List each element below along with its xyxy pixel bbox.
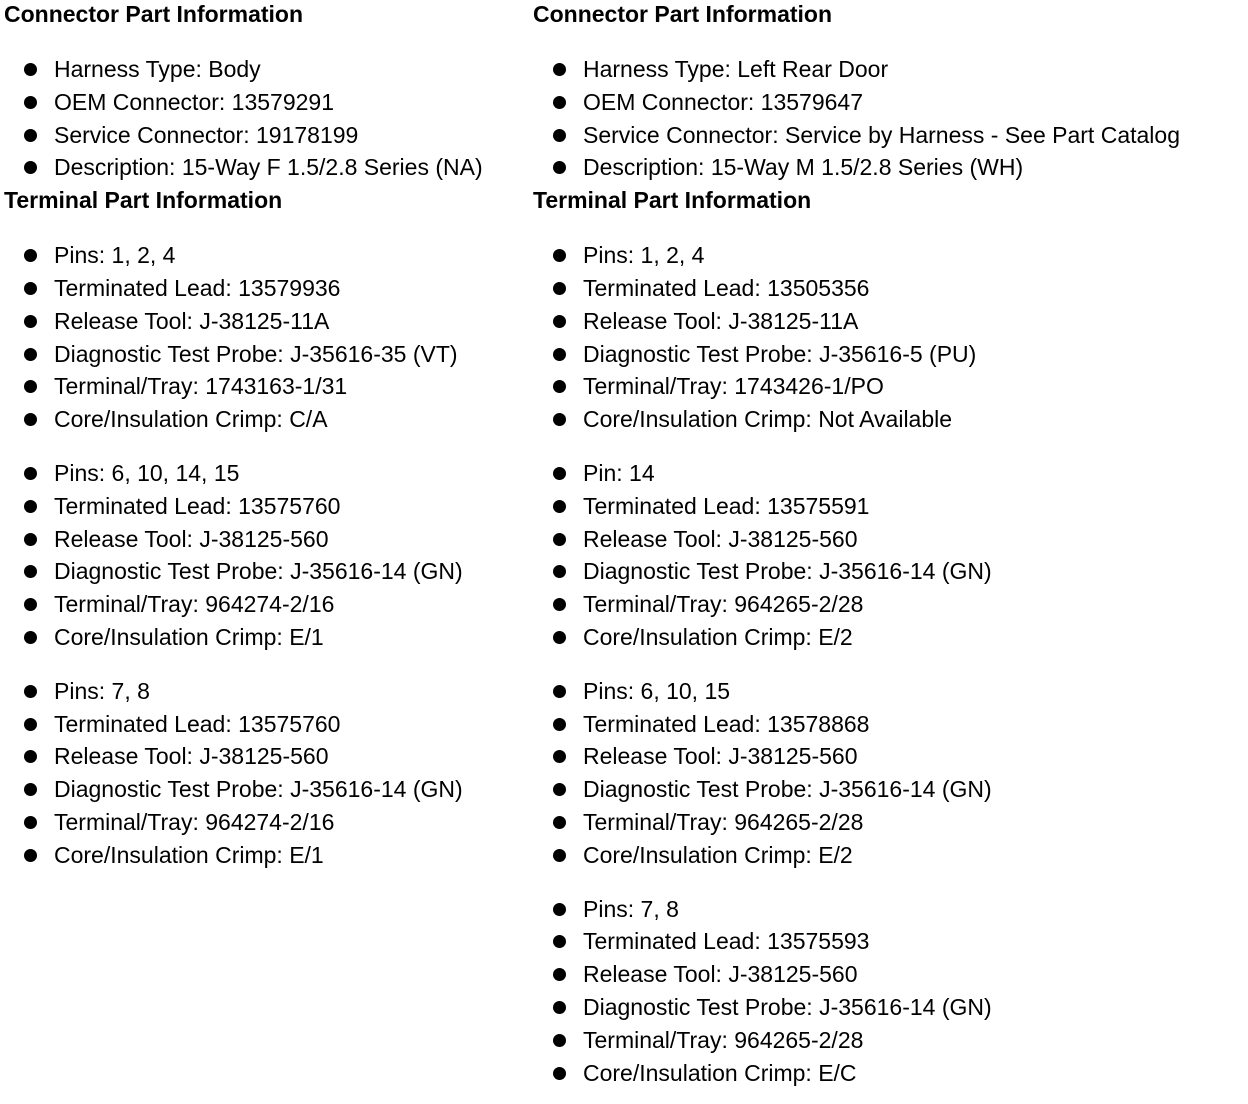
bullet-icon xyxy=(24,816,37,829)
list-item xyxy=(533,305,1245,338)
connector-heading: Connector Part Information xyxy=(533,1,833,27)
bullet-icon xyxy=(553,1001,566,1014)
item-text: Release Tool: J-38125-560 xyxy=(54,525,329,552)
terminal-group xyxy=(4,239,528,436)
item-text: Core/Insulation Crimp: E/C xyxy=(583,1059,857,1086)
item-text: Terminated Lead: 13575760 xyxy=(54,492,341,519)
item-text: Terminal/Tray: 964265-2/28 xyxy=(583,1026,864,1053)
item-text: Terminated Lead: 13579936 xyxy=(54,274,341,301)
item-text: Pins: 6, 10, 15 xyxy=(583,677,731,704)
list-item xyxy=(4,708,528,741)
bullet-icon xyxy=(553,413,566,426)
list-item xyxy=(4,151,528,184)
list-item xyxy=(533,338,1245,371)
list-item xyxy=(533,621,1245,654)
left-column xyxy=(4,0,528,872)
list-item xyxy=(533,151,1245,184)
list-item xyxy=(533,1057,1245,1090)
item-text: Diagnostic Test Probe: J-35616-14 (GN) xyxy=(583,558,992,585)
list-item xyxy=(4,305,528,338)
bullet-icon xyxy=(24,565,37,578)
item-text: Core/Insulation Crimp: C/A xyxy=(54,406,328,433)
bullet-icon xyxy=(553,1034,566,1047)
list-item xyxy=(4,490,528,523)
item-text: Service Connector: Service by Harness - See Part Catalog xyxy=(583,121,1180,148)
terminal-heading: Terminal Part Information xyxy=(533,187,812,214)
connector-info-list xyxy=(533,53,1245,184)
item-text: OEM Connector: 13579647 xyxy=(583,88,864,115)
bullet-icon xyxy=(24,598,37,611)
bullet-icon xyxy=(24,718,37,731)
bullet-icon xyxy=(553,685,566,698)
item-text: Terminal/Tray: 1743163-1/31 xyxy=(54,373,348,400)
list-item xyxy=(533,490,1245,523)
item-text: Release Tool: J-38125-560 xyxy=(583,961,858,988)
bullet-icon xyxy=(553,63,566,76)
item-text: Release Tool: J-38125-11A xyxy=(54,307,330,334)
list-item xyxy=(533,708,1245,741)
terminal-group xyxy=(533,457,1245,654)
bullet-icon xyxy=(553,282,566,295)
bullet-icon xyxy=(553,249,566,262)
item-text: Description: 15-Way F 1.5/2.8 Series (NA) xyxy=(54,154,483,181)
list-item xyxy=(533,555,1245,588)
list-item xyxy=(4,806,528,839)
item-text: Terminal/Tray: 964274-2/16 xyxy=(54,808,335,835)
item-text: Pins: 1, 2, 4 xyxy=(583,242,705,269)
list-item xyxy=(4,272,528,305)
terminal-group xyxy=(4,675,528,872)
list-item xyxy=(533,588,1245,621)
list-item xyxy=(4,588,528,621)
item-text: Core/Insulation Crimp: E/1 xyxy=(54,841,324,868)
item-text: Release Tool: J-38125-560 xyxy=(583,743,858,770)
list-item xyxy=(533,806,1245,839)
bullet-icon xyxy=(24,533,37,546)
bullet-icon xyxy=(553,750,566,763)
bullet-icon xyxy=(24,413,37,426)
bullet-icon xyxy=(553,935,566,948)
list-item xyxy=(4,370,528,403)
bullet-icon xyxy=(553,903,566,916)
item-text: Terminated Lead: 13578868 xyxy=(583,710,870,737)
item-text: Diagnostic Test Probe: J-35616-14 (GN) xyxy=(54,776,463,803)
list-item xyxy=(533,991,1245,1024)
bullet-icon xyxy=(24,96,37,109)
terminal-heading: Terminal Part Information xyxy=(4,187,283,214)
item-text: Terminal/Tray: 964274-2/16 xyxy=(54,591,335,618)
item-text: Release Tool: J-38125-11A xyxy=(583,307,859,334)
list-item xyxy=(533,893,1245,926)
bullet-icon xyxy=(24,500,37,513)
item-text: Pins: 7, 8 xyxy=(583,895,679,922)
list-item xyxy=(533,272,1245,305)
list-item xyxy=(533,86,1245,119)
item-text: Pins: 7, 8 xyxy=(54,677,150,704)
list-item xyxy=(4,53,528,86)
bullet-icon xyxy=(553,849,566,862)
connector-info-list xyxy=(4,53,528,184)
bullet-icon xyxy=(553,161,566,174)
item-text: Diagnostic Test Probe: J-35616-35 (VT) xyxy=(54,340,458,367)
item-text: Pins: 6, 10, 14, 15 xyxy=(54,459,240,486)
right-column xyxy=(533,0,1245,1089)
list-item xyxy=(4,119,528,152)
list-item xyxy=(533,403,1245,436)
item-text: Terminated Lead: 13505356 xyxy=(583,274,870,301)
item-text: Core/Insulation Crimp: E/1 xyxy=(54,623,324,650)
list-item xyxy=(533,675,1245,708)
bullet-icon xyxy=(553,129,566,142)
bullet-icon xyxy=(24,849,37,862)
bullet-icon xyxy=(553,783,566,796)
bullet-icon xyxy=(553,718,566,731)
bullet-icon xyxy=(553,1067,566,1080)
bullet-icon xyxy=(553,565,566,578)
bullet-icon xyxy=(24,685,37,698)
list-item xyxy=(4,239,528,272)
bullet-icon xyxy=(24,161,37,174)
terminal-group xyxy=(4,457,528,654)
connector-heading: Connector Part Information xyxy=(4,1,304,27)
list-item xyxy=(4,773,528,806)
bullet-icon xyxy=(24,249,37,262)
item-text: Harness Type: Body xyxy=(54,56,261,82)
list-item xyxy=(533,1024,1245,1057)
item-text: Diagnostic Test Probe: J-35616-14 (GN) xyxy=(583,993,992,1020)
item-text: Diagnostic Test Probe: J-35616-14 (GN) xyxy=(583,776,992,803)
list-item xyxy=(533,958,1245,991)
bullet-icon xyxy=(553,816,566,829)
item-text: Harness Type: Left Rear Door xyxy=(583,56,889,82)
bullet-icon xyxy=(553,533,566,546)
list-item xyxy=(533,839,1245,872)
list-item xyxy=(4,523,528,556)
list-item xyxy=(533,925,1245,958)
item-text: Core/Insulation Crimp: Not Available xyxy=(583,406,953,433)
terminal-group xyxy=(533,675,1245,872)
bullet-icon xyxy=(24,282,37,295)
item-text: Terminal/Tray: 964265-2/28 xyxy=(583,808,864,835)
terminal-group xyxy=(533,893,1245,1090)
bullet-icon xyxy=(553,598,566,611)
item-text: Terminated Lead: 13575593 xyxy=(583,928,870,955)
bullet-icon xyxy=(24,631,37,644)
bullet-icon xyxy=(24,129,37,142)
list-item xyxy=(4,338,528,371)
item-text: Description: 15-Way M 1.5/2.8 Series (WH) xyxy=(583,154,1024,181)
item-text: Terminal/Tray: 964265-2/28 xyxy=(583,591,864,618)
bullet-icon xyxy=(24,348,37,361)
list-item xyxy=(533,740,1245,773)
item-text: Terminated Lead: 13575591 xyxy=(583,492,870,519)
bullet-icon xyxy=(24,750,37,763)
bullet-icon xyxy=(24,315,37,328)
list-item xyxy=(533,457,1245,490)
bullet-icon xyxy=(553,380,566,393)
list-item xyxy=(533,773,1245,806)
list-item xyxy=(4,839,528,872)
item-text: Diagnostic Test Probe: J-35616-5 (PU) xyxy=(583,340,977,367)
bullet-icon xyxy=(24,783,37,796)
bullet-icon xyxy=(553,467,566,480)
item-text: Pins: 1, 2, 4 xyxy=(54,242,176,269)
bullet-icon xyxy=(24,380,37,393)
bullet-icon xyxy=(553,631,566,644)
item-text: Terminal/Tray: 1743426-1/PO xyxy=(583,373,884,400)
item-text: Core/Insulation Crimp: E/2 xyxy=(583,623,853,650)
item-text: Service Connector: 19178199 xyxy=(54,121,359,148)
list-item xyxy=(533,119,1245,152)
list-item xyxy=(4,457,528,490)
bullet-icon xyxy=(24,467,37,480)
list-item xyxy=(533,523,1245,556)
item-text: Terminated Lead: 13575760 xyxy=(54,710,341,737)
item-text: Release Tool: J-38125-560 xyxy=(54,743,329,770)
list-item xyxy=(4,86,528,119)
bullet-icon xyxy=(553,968,566,981)
bullet-icon xyxy=(553,96,566,109)
bullet-icon xyxy=(553,348,566,361)
item-text: Core/Insulation Crimp: E/2 xyxy=(583,841,853,868)
list-item xyxy=(533,370,1245,403)
item-text: Diagnostic Test Probe: J-35616-14 (GN) xyxy=(54,558,463,585)
list-item xyxy=(4,740,528,773)
bullet-icon xyxy=(553,315,566,328)
bullet-icon xyxy=(24,63,37,76)
list-item xyxy=(533,53,1245,86)
list-item xyxy=(4,621,528,654)
item-text: Pin: 14 xyxy=(583,459,655,486)
terminal-group xyxy=(533,239,1245,436)
list-item xyxy=(4,675,528,708)
list-item xyxy=(4,555,528,588)
item-text: Release Tool: J-38125-560 xyxy=(583,525,858,552)
list-item xyxy=(533,239,1245,272)
bullet-icon xyxy=(553,500,566,513)
list-item xyxy=(4,403,528,436)
item-text: OEM Connector: 13579291 xyxy=(54,88,335,115)
